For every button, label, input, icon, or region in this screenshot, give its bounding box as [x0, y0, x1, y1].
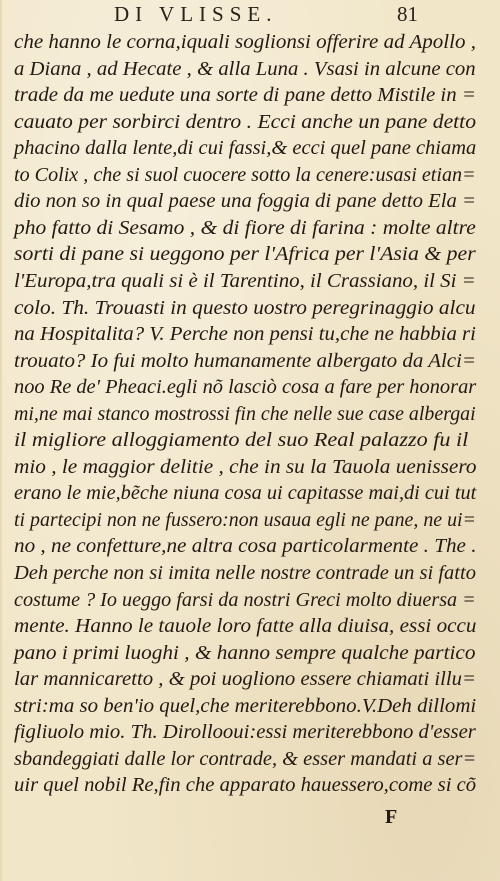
text-line: erano le mie,bẽche niuna cosa ui capitasse mai,di cui tut: [14, 482, 477, 505]
signature-mark: F: [385, 806, 398, 828]
text-line: mente. Hanno le tauole loro fatte alla diuisa, essi occu: [14, 615, 477, 638]
text-line: l'Europa,tra quali si è il Tarentino, il Crassiano, il Si =: [14, 269, 476, 292]
text-line: lar mannicaretto , & poi uogliono essere chiamati illu=: [14, 668, 477, 691]
text-line: colo. Th. Trouasti in questo uostro peregrinaggio alcu: [14, 296, 476, 319]
text-line: phacino dalla lente,di cui fassi,& ecci quel pane chiama: [14, 137, 477, 160]
text-line: pho fatto di Sesamo , & di fiore di farina : molte altre: [14, 216, 476, 239]
page-number: 81: [397, 2, 418, 26]
text-line: Deh perche non si imita nelle nostre contrade un si fatto: [14, 562, 476, 584]
text-line: ti partecipi non ne fussero:non usaua egli ne pane, ne ui=: [14, 508, 476, 531]
text-line: no , ne confetture,ne altra cosa particolarmente . The .: [14, 535, 477, 558]
text-line: a Diana , ad Hecate , & alla Luna . Vsasi in alcune con: [14, 57, 476, 80]
text-line: mio , le maggior delitie , che in su la Tauola uenissero: [14, 455, 477, 478]
text-line: che hanno le corna,iquali soglionsi offerire ad Apollo ,: [14, 31, 476, 53]
text-line: pano i primi luoghi , & hanno sempre qualche partico: [14, 641, 476, 664]
text-line: na Hospitalita? V. Perche non pensi tu,che ne habbia ri: [14, 323, 476, 346]
text-line: dio non so in qual paese una foggia di pane detto Ela =: [14, 190, 476, 213]
text-line: trade da me uedute una sorte di pane detto Mistile in =: [14, 84, 476, 107]
text-line: to Colix , che si suol cuocere sotto la cenere:usasi etian=: [14, 163, 476, 186]
text-line: cauato per sorbirci dentro . Ecci anche un pane detto: [14, 110, 477, 133]
text-line: uir quel nobil Re,fin che apparato hauessero,come si cõ: [14, 774, 477, 797]
text-line: stri:ma so ben'io quel,che meriterebbono.V.Deh dillomi: [14, 694, 477, 717]
text-line: il migliore alloggiamento del suo Real palazzo fu il: [14, 429, 469, 452]
text-line: trouato? Io fui molto humanamente albergato da Alci=: [14, 349, 477, 372]
running-head: DI VLISSE.: [114, 2, 278, 26]
text-line: mi,ne mai stanco mostrossi fin che nelle sue case albergai: [14, 402, 476, 425]
text-line: figliuolo mio. Th. Dirollooui:essi meriterebbono d'esser: [14, 721, 476, 744]
text-line: noo Re de' Pheaci.egli nõ lasciò cosa a fare per honorar: [14, 376, 477, 399]
text-line: costume ? Io ueggo farsi da nostri Greci molto diuersa =: [14, 588, 476, 611]
text-line: sorti di pane si ueggono per l'Africa per l'Asia & per: [14, 243, 476, 266]
page-header: [2, 2, 500, 28]
text-line: sbandeggiati dalle lor contrade, & esser mandati a ser=: [14, 747, 477, 770]
